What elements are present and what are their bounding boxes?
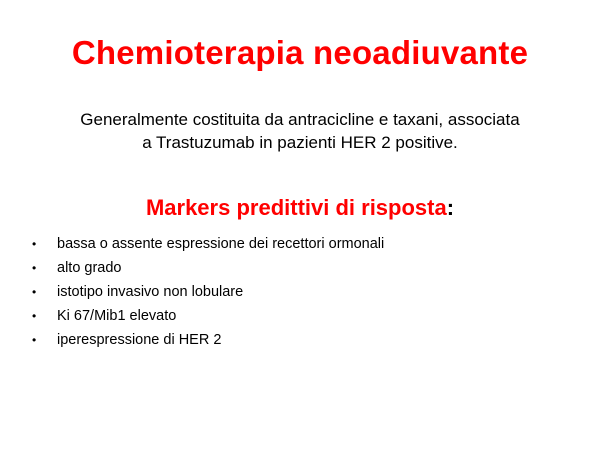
bullet-icon: • bbox=[32, 261, 37, 275]
intro-text bbox=[30, 108, 570, 154]
list-item bbox=[32, 232, 572, 256]
bullet-icon: • bbox=[32, 333, 37, 347]
list-item-text: istotipo invasivo non lobulare bbox=[57, 284, 244, 300]
bullet-icon: • bbox=[32, 237, 37, 251]
intro-line-2: a Trastuzumab in pazienti HER 2 positive. bbox=[142, 133, 458, 152]
list-item bbox=[32, 256, 572, 280]
slide-title: Chemioterapia neoadiuvante bbox=[71, 34, 529, 71]
list-item-text: alto grado bbox=[57, 260, 122, 276]
section-heading-text: Markers predittivi di risposta bbox=[145, 195, 447, 220]
intro-line-1: Generalmente costituita da antracicline e taxani, associata bbox=[80, 110, 520, 129]
markers-list bbox=[32, 232, 572, 352]
section-heading bbox=[0, 194, 600, 222]
list-item-text: iperespressione di HER 2 bbox=[57, 332, 222, 348]
list-item bbox=[32, 304, 572, 328]
bullet-icon: • bbox=[32, 309, 37, 323]
list-item bbox=[32, 280, 572, 304]
section-heading-colon: : bbox=[446, 195, 455, 220]
list-item-text: Ki 67/Mib1 elevato bbox=[57, 308, 177, 324]
bullet-icon: • bbox=[32, 285, 37, 299]
list-item bbox=[32, 328, 572, 352]
list-item-text: bassa o assente espressione dei recettori ormonali bbox=[57, 236, 385, 252]
